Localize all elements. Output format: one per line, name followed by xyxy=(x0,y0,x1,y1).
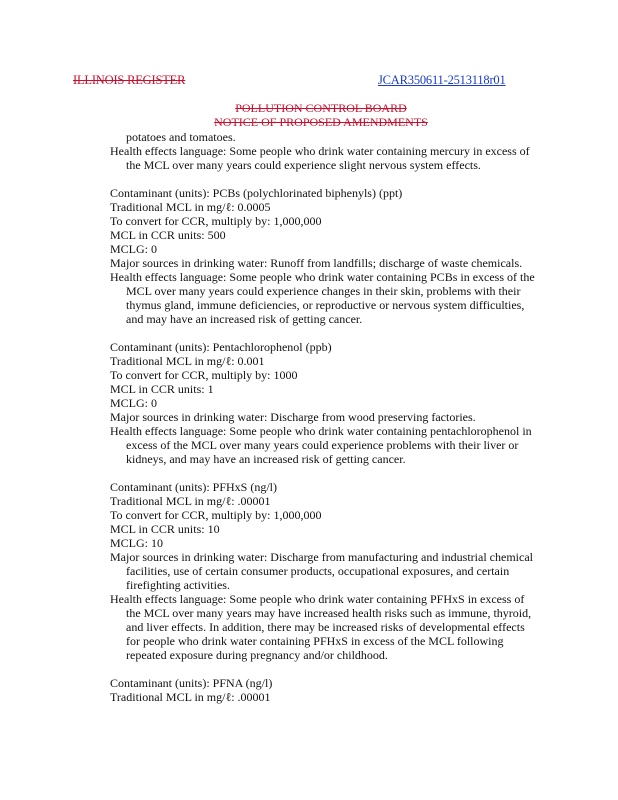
document-body xyxy=(110,130,600,704)
major-sources: Major sources in drinking water: Discharge from manufacturing and industrial chemical xyxy=(110,550,533,564)
traditional-mcl: Traditional MCL in mg/ℓ: .00001 xyxy=(110,494,271,508)
convert-factor: To convert for CCR, multiply by: 1,000,000 xyxy=(110,508,322,522)
continued-entry xyxy=(110,130,600,172)
health-effects-line: Health effects language: Some people who drink water containing pentachlorophenol in xyxy=(110,424,532,438)
health-effects-line: Health effects language: Some people who drink water containing PCBs in excess of the xyxy=(110,270,535,284)
health-effects-line: for people who drink water containing PFHxS in excess of the MCL following xyxy=(126,634,504,648)
continued-text: potatoes and tomatoes. xyxy=(126,130,236,144)
mclg: MCLG: 0 xyxy=(110,396,158,410)
register-title: ILLINOIS REGISTER xyxy=(73,73,186,87)
health-effects-line: thymus gland, immune deficiencies, or reproductive or nervous system difficulties, xyxy=(126,298,525,312)
contaminant-entry-pfna xyxy=(110,676,600,704)
major-sources: Major sources in drinking water: Discharge from wood preserving factories. xyxy=(110,410,476,424)
contaminant-line: Contaminant (units): Pentachlorophenol (ppb) xyxy=(110,340,332,354)
mcl-ccr-units: MCL in CCR units: 10 xyxy=(110,522,220,536)
board-heading xyxy=(0,101,618,129)
contaminant-entry-pentachlorophenol xyxy=(110,340,600,466)
contaminant-entry-pcbs xyxy=(110,186,600,326)
health-effects-line: the MCL over many years could experience slight nervous system effects. xyxy=(126,158,481,172)
contaminant-line: Contaminant (units): PCBs (polychlorinated biphenyls) (ppt) xyxy=(110,186,403,200)
traditional-mcl: Traditional MCL in mg/ℓ: 0.001 xyxy=(110,354,265,368)
board-name: POLLUTION CONTROL BOARD xyxy=(235,101,407,115)
traditional-mcl: Traditional MCL in mg/ℓ: .00001 xyxy=(110,690,271,704)
mcl-ccr-units: MCL in CCR units: 1 xyxy=(110,382,214,396)
health-effects-line: MCL over many years could experience changes in their skin, problems with their xyxy=(126,284,521,298)
mclg: MCLG: 0 xyxy=(110,242,158,256)
convert-factor: To convert for CCR, multiply by: 1,000,000 xyxy=(110,214,322,228)
health-effects-line: Health effects language: Some people who drink water containing PFHxS in excess of xyxy=(110,592,525,606)
health-effects-line: excess of the MCL over many years could experience problems with their liver or xyxy=(126,438,519,452)
mcl-ccr-units: MCL in CCR units: 500 xyxy=(110,228,226,242)
health-effects-line: and may have an increased risk of getting cancer. xyxy=(126,312,363,326)
contaminant-entry-pfhxs xyxy=(110,480,600,662)
mclg: MCLG: 10 xyxy=(110,536,164,550)
health-effects-line: Health effects language: Some people who drink water containing mercury in excess of xyxy=(110,144,530,158)
convert-factor: To convert for CCR, multiply by: 1000 xyxy=(110,368,298,382)
notice-title: NOTICE OF PROPOSED AMENDMENTS xyxy=(214,115,428,129)
contaminant-line: Contaminant (units): PFNA (ng/l) xyxy=(110,676,273,690)
health-effects-line: kidneys, and may have an increased risk of getting cancer. xyxy=(126,452,406,466)
major-sources-cont: facilities, use of certain consumer products, occupational exposures, and certain xyxy=(126,564,510,578)
major-sources: Major sources in drinking water: Runoff from landfills; discharge of waste chemicals. xyxy=(110,256,523,270)
health-effects-line: the MCL over many years may have increased health risks such as immune, thyroid, xyxy=(126,606,532,620)
document-id-link[interactable]: JCAR350611-2513118r01 xyxy=(378,73,506,87)
contaminant-line: Contaminant (units): PFHxS (ng/l) xyxy=(110,480,278,494)
health-effects-line: and liver effects. In addition, there may be increased risks of developmental effects xyxy=(126,620,525,634)
traditional-mcl: Traditional MCL in mg/ℓ: 0.0005 xyxy=(110,200,271,214)
health-effects-line: repeated exposure during pregnancy and/or childhood. xyxy=(126,648,388,662)
major-sources-cont: firefighting activities. xyxy=(126,578,230,592)
